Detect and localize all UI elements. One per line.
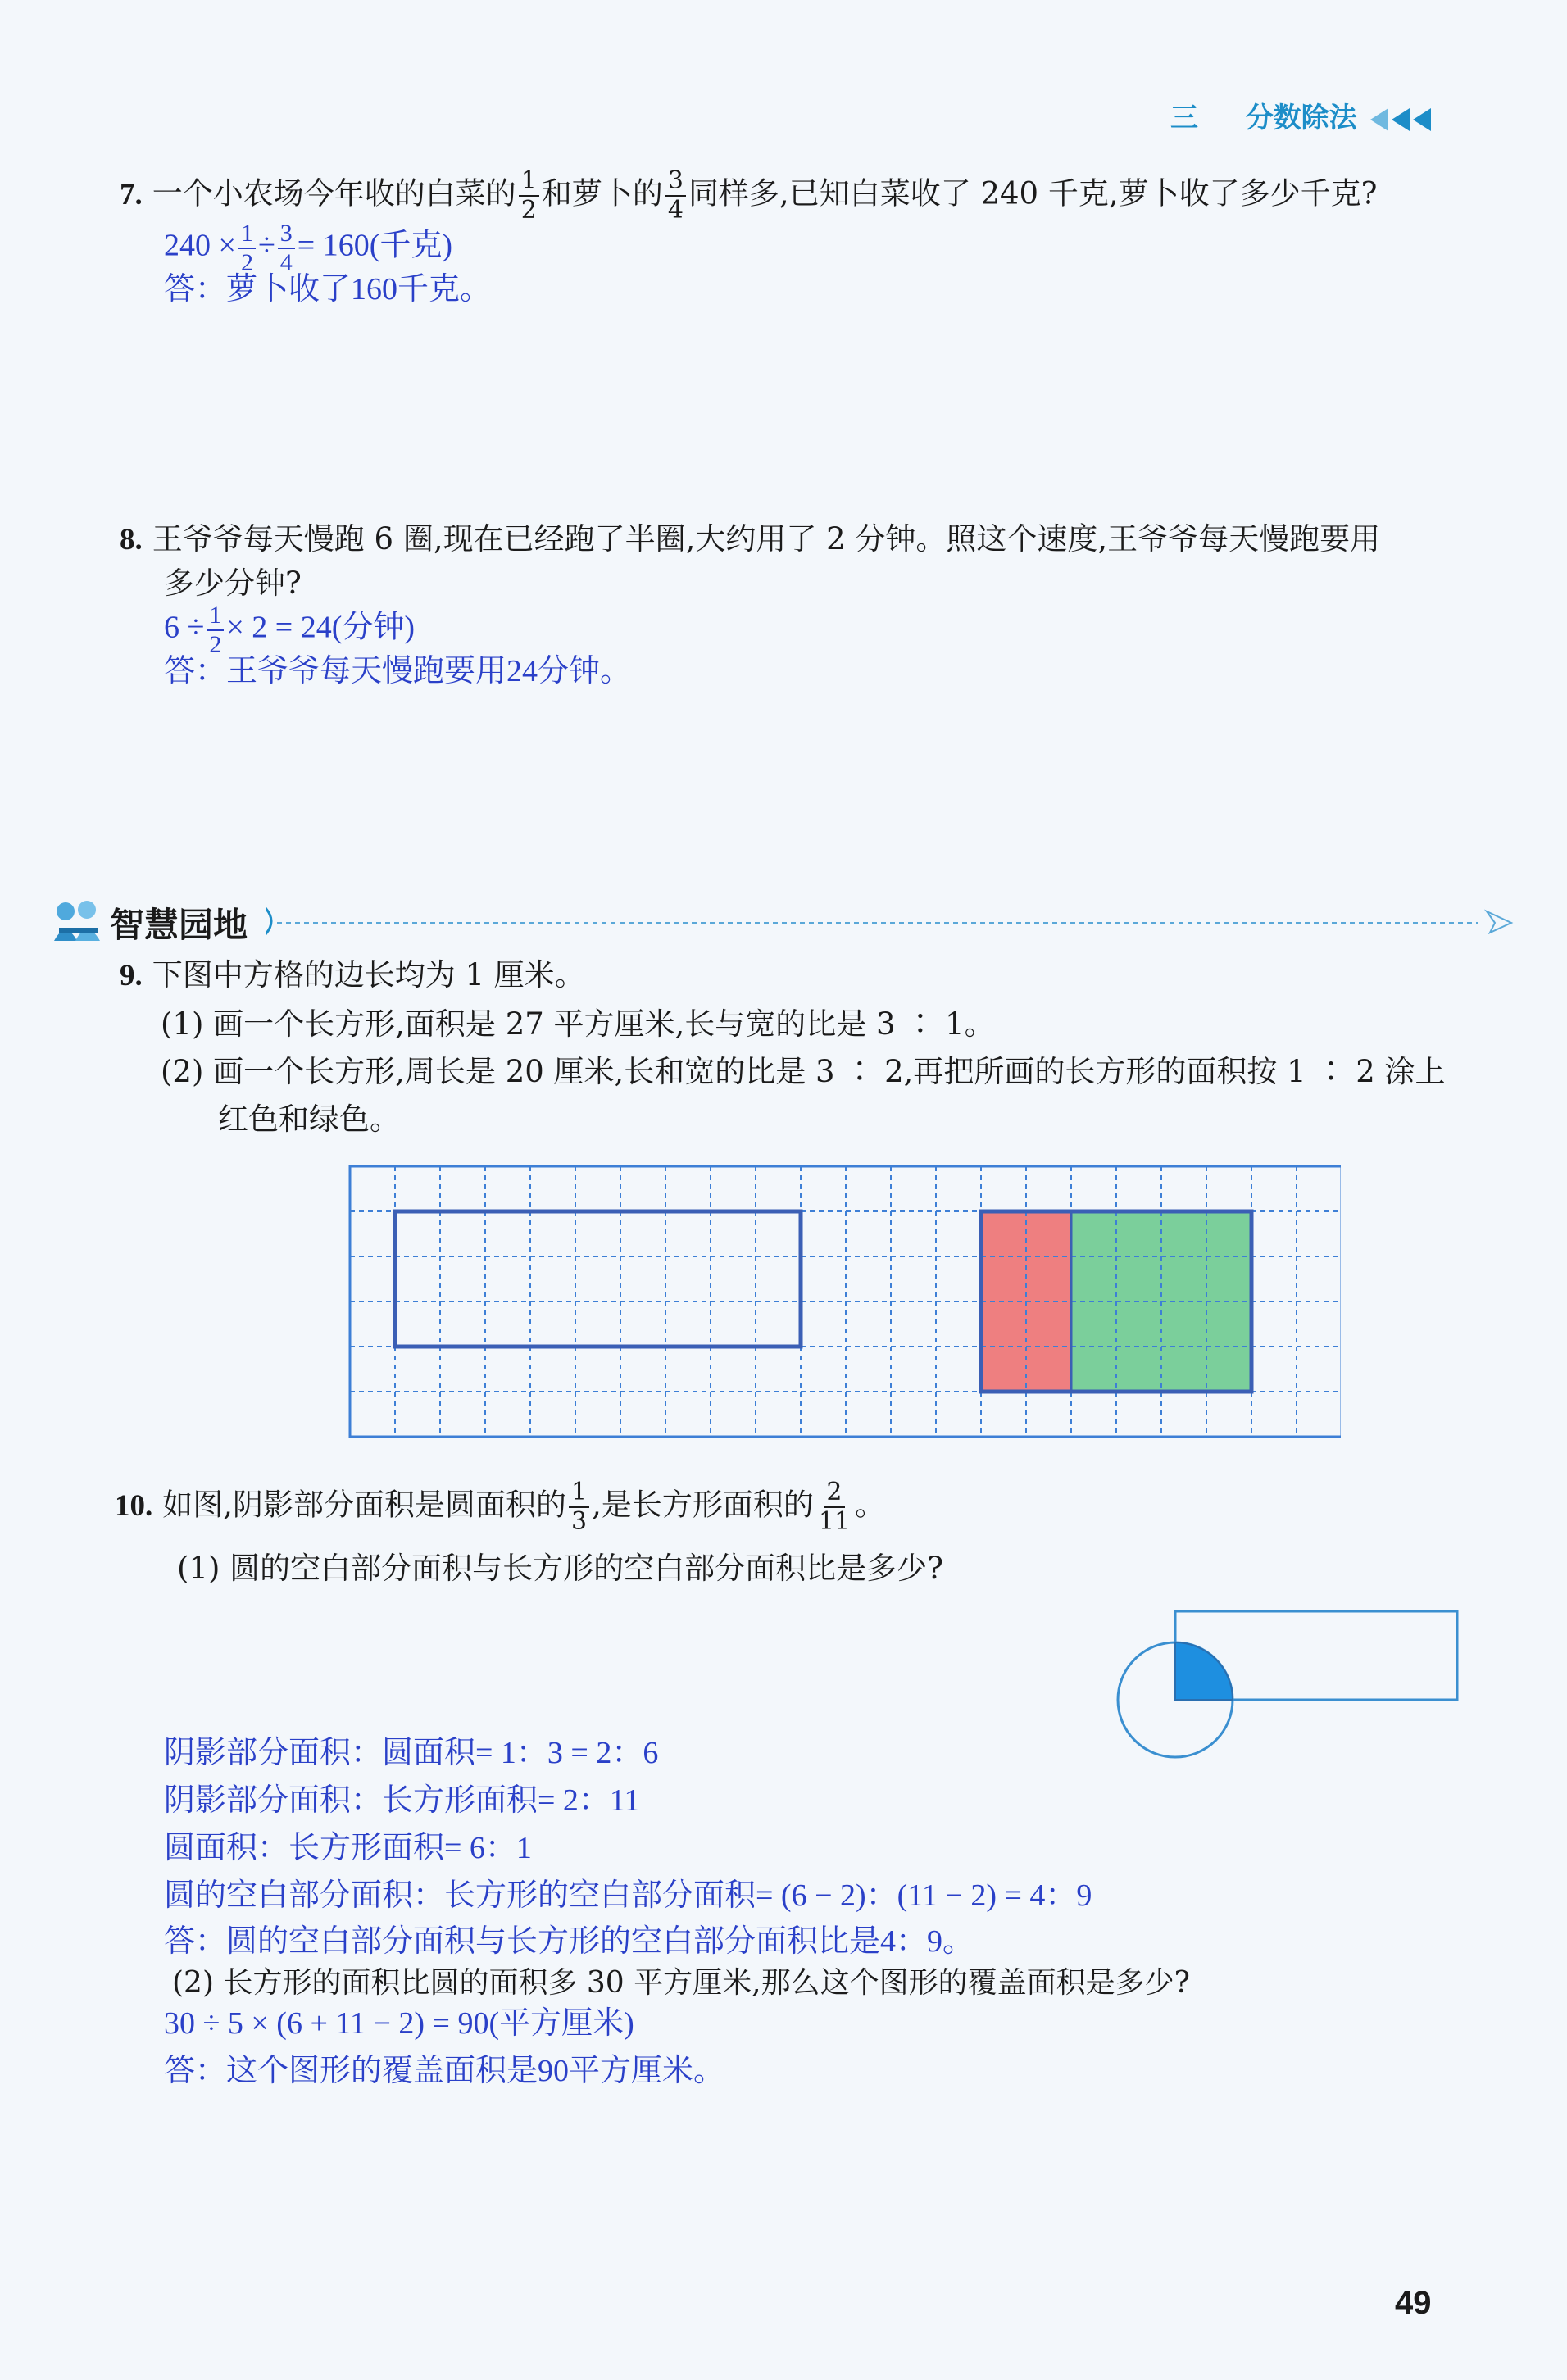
students-icon (51, 897, 107, 946)
q8-calculation: 6 ÷ $\frac{1}{2}$ × 2 = 24(分钟) (164, 602, 416, 658)
q7-answer: 答：萝卜收了160千克。 (164, 272, 492, 307)
q8-answer: 答：王爷爷每天慢跑要用24分钟。 (164, 654, 632, 688)
circle-rectangle-figure (1111, 1605, 1464, 1760)
q10-answer-line-3: 圆面积：长方形面积= 6：1 (164, 1831, 532, 1865)
question-8: 8. 王爷爷每天慢跑 6 圈,现在已经跑了半圈,大约用了 2 分钟。照这个速度,王爷爷每天慢跑要用 (120, 521, 1381, 556)
q9-part2-line2: 红色和绿色。 (218, 1101, 400, 1137)
chapter-header (1170, 95, 1431, 135)
page-number: 49 (1395, 2285, 1432, 2321)
q10-answer-line-4: 圆的空白部分面积：长方形的空白部分面积= (6 − 2)：(11 − 2) = 4：9 (164, 1878, 1092, 1913)
question-10: 10. 如图,阴影部分面积是圆面积的 $\frac{1}{3}$ ,是长方形面积的 $\frac{2}{11}$ 。 (115, 1478, 886, 1536)
q7-calculation: 240 × $\frac{1}{2}$ ÷ $\frac{3}{4}$ = 160(千克) (164, 220, 453, 276)
fraction: $\frac{3}{4}$ (665, 169, 686, 223)
q10-answer-line-2: 阴影部分面积：长方形面积= 2：11 (164, 1783, 640, 1818)
question-number: 7. (120, 177, 143, 211)
fraction: $\frac{1}{2}$ (519, 169, 539, 223)
question-number: 10. (115, 1488, 153, 1523)
question-8-line2: 多少分钟? (164, 565, 302, 601)
section-title: 智慧园地 (110, 905, 248, 945)
q10-part1: (1) 圆的空白部分面积与长方形的空白部分面积比是多少? (177, 1551, 944, 1586)
question-number: 8. (120, 523, 143, 556)
q10-part2: (2) 长方形的面积比圆的面积多 30 平方厘米,那么这个图形的覆盖面积是多少? (172, 1966, 1190, 2000)
q10-answer-2: 答：这个图形的覆盖面积是90平方厘米。 (164, 2054, 725, 2088)
q10-calculation-2: 30 ÷ 5 × (6 + 11 − 2) = 90(平方厘米) (164, 2006, 634, 2041)
rectangle-1 (395, 1211, 801, 1347)
q9-part1: (1) 画一个长方形,面积是 27 平方厘米,长与宽的比是 3 ∶ 1。 (161, 1006, 995, 1042)
question-7: 7. 一个小农场今年收的白菜的 $\frac{1}{2}$ 和萝卜的 $\frac{3}{4}$ 同样多,已知白菜收了 240 千克,萝卜收了多少千克? (120, 166, 1378, 225)
q10-answer-line-5: 答：圆的空白部分面积与长方形的空白部分面积比是4：9。 (164, 1924, 974, 1959)
q10-answer-line-1: 阴影部分面积：圆面积= 1：3 = 2：6 (164, 1736, 659, 1770)
question-9: 9. 下图中方格的边长均为 1 厘米。 (120, 957, 585, 992)
arrow-icon (1413, 108, 1431, 131)
square-grid (347, 1164, 1341, 1439)
section-number: 三 (1170, 102, 1198, 134)
arrow-icon (1392, 108, 1410, 131)
arrow-icon (1370, 108, 1388, 131)
section-header (51, 893, 1469, 951)
chapter-title: 分数除法 (1245, 102, 1357, 134)
q9-part2: (2) 画一个长方形,周长是 20 厘米,长和宽的比是 3 ∶ 2,再把所画的长方形的面积按 1 ∶ 2 涂上 (161, 1054, 1446, 1089)
section-divider (266, 905, 1567, 938)
question-number: 9. (120, 959, 143, 992)
